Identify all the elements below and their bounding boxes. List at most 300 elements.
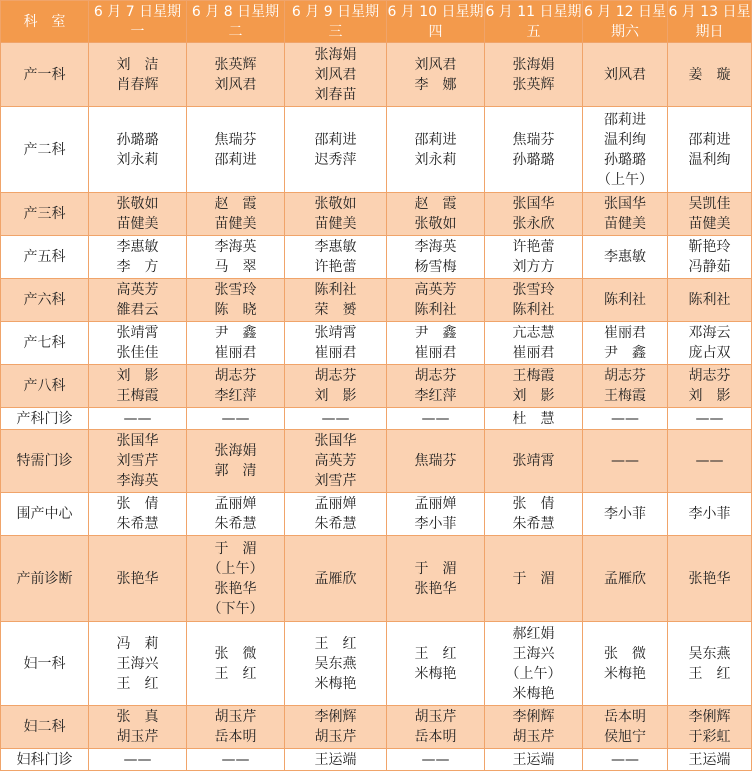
schedule-row	[1, 408, 752, 430]
department-name: 产八科	[1, 365, 89, 408]
duty-cell	[89, 322, 187, 365]
doctor-name: 崔丽君	[604, 325, 646, 341]
duty-cell	[89, 107, 187, 193]
duty-cell	[187, 107, 285, 193]
duty-cell	[89, 706, 187, 749]
doctor-name: 李 娜	[414, 76, 457, 93]
schedule-row	[1, 706, 752, 749]
duty-cell	[668, 493, 752, 536]
doctor-name: 侯旭宁	[604, 729, 646, 745]
doctor-name: 郭 清	[214, 463, 257, 479]
doctor-name: 王 红	[688, 665, 731, 682]
duty-cell	[285, 43, 387, 107]
doctor-name: 胡志芬	[314, 368, 357, 384]
doctor-name: 李小菲	[688, 506, 731, 522]
duty-cell	[485, 408, 583, 430]
duty-cell	[485, 193, 583, 236]
duty-cell	[485, 493, 583, 536]
duty-cell	[485, 365, 583, 408]
doctor-name: 吴东燕	[314, 655, 357, 672]
doctor-name: 崔丽君	[214, 345, 257, 361]
day-date: 6 月 13 日	[668, 3, 737, 20]
doctor-name: 朱希慧	[116, 516, 159, 532]
duty-cell	[668, 107, 752, 193]
doctor-name: 靳艳玲	[688, 239, 731, 255]
doctor-name: （下午）	[207, 600, 264, 617]
doctor-name: （上午）	[597, 171, 653, 188]
duty-cell	[89, 493, 187, 536]
doctor-name: 李小菲	[604, 506, 646, 522]
doctor-name: 王运端	[688, 751, 731, 768]
duty-cell	[285, 430, 387, 493]
department-name: 产五科	[1, 236, 89, 279]
schedule-row	[1, 43, 752, 107]
day-header	[485, 1, 583, 43]
duty-cell	[387, 107, 485, 193]
duty-cell	[668, 536, 752, 622]
duty-cell	[187, 279, 285, 322]
doctor-name: 肖春辉	[116, 76, 159, 93]
doctor-name: 张国华	[314, 433, 357, 449]
duty-cell	[187, 236, 285, 279]
doctor-name: 孟雁欣	[314, 570, 357, 587]
duty-cell	[583, 622, 668, 706]
duty-cell	[583, 430, 668, 493]
doctor-name: 张 真	[116, 709, 159, 725]
doctor-name: 朱希慧	[214, 516, 257, 532]
doctor-name: 岳本明	[214, 729, 257, 745]
doctor-name: 吴东燕	[688, 645, 731, 662]
duty-cell	[485, 236, 583, 279]
doctor-name: 焦瑞芬	[512, 131, 555, 148]
duty-cell	[583, 107, 668, 193]
duty-cell	[387, 279, 485, 322]
doctor-name: 米梅艳	[314, 675, 357, 692]
day-weekday: 星期六	[611, 3, 667, 40]
doctor-name: 孙璐璐	[604, 151, 646, 168]
doctor-name: 李惠敏	[604, 249, 646, 265]
duty-cell	[285, 749, 387, 771]
doctor-name: 尹 鑫	[604, 345, 646, 361]
doctor-name: 刘春苗	[314, 86, 357, 103]
doctor-name: 张艳华	[214, 580, 257, 597]
department-name: 妇科门诊	[1, 749, 89, 771]
day-header	[285, 1, 387, 43]
doctor-name: 张敬如	[314, 196, 357, 212]
doctor-name: 刘 洁	[116, 56, 159, 73]
doctor-name: 张 微	[604, 645, 646, 662]
duty-cell	[485, 279, 583, 322]
doctor-name: 郝红娟	[512, 625, 555, 642]
doctor-name: 刘风君	[314, 66, 357, 83]
doctor-name: 焦瑞芬	[214, 131, 257, 148]
doctor-name: 陈利社	[688, 292, 731, 308]
duty-cell	[387, 493, 485, 536]
doctor-name: 杜 慧	[512, 410, 555, 427]
schedule-row	[1, 107, 752, 193]
duty-cell	[485, 322, 583, 365]
duty-cell	[485, 536, 583, 622]
doctor-name: 王梅霞	[604, 388, 646, 404]
doctor-name: 张靖霄	[314, 325, 357, 341]
doctor-name: 高英芳	[314, 453, 357, 469]
duty-cell	[387, 536, 485, 622]
doctor-name: 刘 影	[314, 388, 357, 404]
doctor-name: 温利绚	[604, 131, 646, 148]
doctor-name: ——	[321, 410, 350, 427]
doctor-name: 李海英	[214, 239, 257, 255]
doctor-name: 刘 影	[512, 388, 555, 404]
doctor-name: 孙璐璐	[116, 131, 159, 148]
duty-cell	[285, 193, 387, 236]
doctor-name: 米梅艳	[512, 685, 555, 702]
doctor-name: 陈利社	[604, 292, 646, 308]
duty-cell	[387, 430, 485, 493]
doctor-name: 刘 影	[688, 388, 731, 404]
duty-cell	[187, 193, 285, 236]
day-header	[387, 1, 485, 43]
doctor-name: 于 湄	[214, 540, 257, 557]
duty-cell	[187, 365, 285, 408]
doctor-name: 张敬如	[414, 216, 457, 232]
doctor-name: 刘永莉	[116, 151, 159, 168]
schedule-row	[1, 749, 752, 771]
duty-cell	[668, 749, 752, 771]
doctor-name: 崔丽君	[314, 345, 357, 361]
department-name: 产二科	[1, 107, 89, 193]
doctor-name: 李海英	[414, 239, 457, 255]
doctor-name: 胡玉芹	[314, 729, 357, 745]
doctor-name: 王运端	[512, 751, 555, 768]
duty-cell	[387, 322, 485, 365]
doctor-name: 邵莉进	[314, 131, 357, 148]
duty-cell	[583, 193, 668, 236]
doctor-name: 邵莉进	[604, 111, 646, 128]
doctor-name: 李海英	[116, 473, 159, 489]
duty-cell	[187, 622, 285, 706]
doctor-name: 王 红	[414, 645, 457, 662]
doctor-name: 张 倩	[116, 496, 159, 512]
duty-cell	[485, 43, 583, 107]
duty-cell	[668, 408, 752, 430]
doctor-name: 孙璐璐	[512, 151, 555, 168]
schedule-row	[1, 236, 752, 279]
duty-cell	[668, 365, 752, 408]
duty-cell	[89, 43, 187, 107]
doctor-name: 张雪玲	[512, 282, 555, 298]
duty-cell	[387, 236, 485, 279]
doctor-name: 李惠敏	[116, 239, 159, 255]
duty-cell	[187, 430, 285, 493]
day-weekday: 星期五	[526, 3, 582, 40]
department-name: 产一科	[1, 43, 89, 107]
doctor-name: 王运端	[314, 751, 357, 768]
doctor-name: 尹 鑫	[414, 325, 457, 341]
doctor-name: 于 湄	[512, 570, 555, 587]
doctor-name: ——	[695, 410, 724, 427]
doctor-name: 王 红	[314, 635, 357, 652]
duty-cell	[387, 749, 485, 771]
doctor-name: 张英辉	[512, 76, 555, 93]
duty-cell	[285, 536, 387, 622]
schedule-row	[1, 493, 752, 536]
doctor-name: ——	[611, 410, 639, 427]
dept-column-header: 科 室	[1, 1, 89, 43]
duty-cell	[285, 493, 387, 536]
doctor-name: 刘雪芹	[314, 473, 357, 489]
doctor-name: 李 方	[116, 259, 159, 275]
doctor-name: 迟秀萍	[314, 151, 357, 168]
doctor-name: 刘风君	[414, 56, 457, 73]
duty-cell	[387, 193, 485, 236]
doctor-name: 刘雪芹	[116, 453, 159, 469]
duty-cell	[668, 279, 752, 322]
duty-cell	[285, 706, 387, 749]
schedule-row	[1, 322, 752, 365]
duty-cell	[485, 749, 583, 771]
doctor-name: 张艳华	[414, 580, 457, 597]
duty-cell	[485, 622, 583, 706]
doctor-name: 王 红	[214, 665, 257, 682]
doctor-name: 张艳华	[116, 570, 159, 587]
duty-cell	[89, 193, 187, 236]
duty-cell	[387, 43, 485, 107]
doctor-name: 岳本明	[604, 709, 646, 725]
day-weekday: 星期三	[328, 3, 380, 40]
duty-cell	[89, 430, 187, 493]
doctor-name: 胡志芬	[604, 368, 646, 384]
doctor-name: 许艳蕾	[512, 239, 555, 255]
doctor-name: 李红萍	[414, 388, 457, 404]
schedule-row	[1, 536, 752, 622]
doctor-name: 孟丽婵	[314, 496, 357, 512]
doctor-name: ——	[221, 410, 250, 427]
duty-cell	[583, 365, 668, 408]
doctor-name: 王梅霞	[512, 368, 555, 384]
duty-cell	[387, 706, 485, 749]
duty-cell	[285, 408, 387, 430]
doctor-name: 王梅霞	[116, 388, 159, 404]
doctor-name: 张国华	[116, 433, 159, 449]
duty-cell	[668, 43, 752, 107]
doctor-name: ——	[123, 751, 152, 768]
day-header	[583, 1, 668, 43]
doctor-name: 张敬如	[116, 196, 159, 212]
duty-cell	[387, 622, 485, 706]
duty-cell	[583, 43, 668, 107]
schedule-body	[1, 43, 752, 771]
doctor-name: 冯 莉	[116, 635, 159, 652]
doctor-name: 米梅艳	[604, 665, 646, 682]
doctor-name: 崔丽君	[414, 345, 457, 361]
doctor-name: 李小菲	[414, 516, 457, 532]
duty-cell	[668, 322, 752, 365]
doctor-name: 赵 霞	[214, 196, 257, 212]
doctor-name: 张英辉	[214, 56, 257, 73]
header-row	[1, 1, 752, 43]
duty-cell	[187, 408, 285, 430]
duty-cell	[668, 706, 752, 749]
duty-cell	[583, 493, 668, 536]
day-header	[187, 1, 285, 43]
doctor-name: 马 翠	[214, 259, 257, 275]
doctor-name: 孟丽婵	[214, 496, 257, 512]
doctor-name: 尹 鑫	[214, 325, 257, 341]
day-date: 6 月 9 日	[291, 3, 352, 20]
duty-cell	[387, 408, 485, 430]
doctor-name: 胡玉芹	[512, 729, 555, 745]
duty-cell	[187, 493, 285, 536]
doctor-name: 苗健美	[214, 216, 257, 232]
doctor-name: 邓海云	[688, 325, 731, 341]
doctor-name: 于彩虹	[688, 729, 731, 745]
doctor-name: 张佳佳	[116, 345, 159, 361]
duty-cell	[285, 236, 387, 279]
doctor-name: 温利绚	[688, 151, 731, 168]
doctor-name: 冯静茹	[688, 259, 731, 275]
doctor-name: 张靖霄	[116, 325, 159, 341]
doctor-name: 苗健美	[116, 216, 159, 232]
doctor-name: ——	[611, 751, 639, 768]
doctor-name: 陈利社	[414, 302, 457, 318]
doctor-name: 李俐辉	[512, 709, 555, 725]
duty-cell	[89, 365, 187, 408]
duty-cell	[285, 622, 387, 706]
duty-cell	[668, 193, 752, 236]
doctor-name: 孟雁欣	[604, 570, 646, 587]
schedule-row	[1, 279, 752, 322]
doctor-name: 孟丽婵	[414, 496, 457, 512]
doctor-name: 张海娟	[314, 46, 357, 63]
duty-cell	[485, 107, 583, 193]
day-header	[89, 1, 187, 43]
duty-cell	[668, 622, 752, 706]
duty-cell	[583, 279, 668, 322]
doctor-name: 朱希慧	[314, 516, 357, 532]
duty-cell	[583, 408, 668, 430]
duty-cell	[583, 322, 668, 365]
duty-cell	[485, 430, 583, 493]
doctor-name: 高英芳	[414, 282, 457, 298]
duty-cell	[89, 536, 187, 622]
duty-cell	[285, 279, 387, 322]
doctor-name: 张艳华	[688, 570, 731, 587]
doctor-name: 胡志芬	[214, 368, 257, 384]
duty-cell	[89, 279, 187, 322]
duty-cell	[187, 749, 285, 771]
duty-cell	[89, 749, 187, 771]
duty-cell	[583, 749, 668, 771]
duty-cell	[285, 107, 387, 193]
department-name: 围产中心	[1, 493, 89, 536]
doctor-name: 王海兴	[512, 645, 555, 662]
doctor-name: 陈利社	[512, 302, 555, 318]
day-date: 6 月 12 日	[583, 3, 653, 20]
doctor-name: 胡玉芹	[116, 729, 159, 745]
doctor-name: 杨雪梅	[414, 259, 457, 275]
doctor-name: 庞占双	[688, 345, 731, 361]
doctor-name: 陈利社	[314, 282, 357, 298]
doctor-name: ——	[695, 453, 724, 469]
doctor-name: 邵莉进	[414, 131, 457, 148]
doctor-name: 吴凯佳	[688, 196, 731, 212]
doctor-name: （上午）	[207, 560, 264, 577]
department-name: 产前诊断	[1, 536, 89, 622]
duty-cell	[387, 365, 485, 408]
doctor-name: 刘方方	[512, 259, 555, 275]
department-name: 产科门诊	[1, 408, 89, 430]
doctor-name: 张国华	[512, 196, 555, 212]
duty-cell	[187, 706, 285, 749]
doctor-name: 陈 晓	[214, 302, 257, 318]
doctor-name: 荣 赟	[314, 302, 357, 318]
doctor-name: 刘永莉	[414, 151, 457, 168]
day-date: 6 月 11 日	[485, 3, 554, 20]
duty-cell	[89, 236, 187, 279]
duty-cell	[187, 43, 285, 107]
doctor-name: 岳本明	[414, 729, 457, 745]
duty-cell	[668, 236, 752, 279]
day-weekday: 星期四	[428, 3, 484, 40]
doctor-name: 李惠敏	[314, 239, 357, 255]
doctor-name: 刘 影	[116, 368, 159, 384]
department-name: 产六科	[1, 279, 89, 322]
schedule-row	[1, 430, 752, 493]
department-name: 妇二科	[1, 706, 89, 749]
doctor-name: 米梅艳	[414, 665, 457, 682]
doctor-name: 李俐辉	[314, 709, 357, 725]
doctor-name: 苗健美	[604, 216, 646, 232]
doctor-name: 刘风君	[214, 76, 257, 93]
doctor-name: 邵莉进	[214, 151, 257, 168]
day-weekday: 星期一	[130, 3, 182, 40]
doctor-name: 亢志慧	[512, 325, 555, 341]
doctor-name: 张 微	[214, 645, 257, 662]
doctor-name: ——	[221, 751, 250, 768]
doctor-name: 苗健美	[314, 216, 357, 232]
day-header	[668, 1, 752, 43]
doctor-name: 王 红	[116, 675, 159, 692]
doctor-name: 邵莉进	[688, 131, 731, 148]
duty-cell	[583, 706, 668, 749]
duty-cell	[89, 408, 187, 430]
duty-cell	[89, 622, 187, 706]
doctor-name: 崔丽君	[512, 345, 555, 361]
day-weekday: 星期日	[695, 3, 751, 40]
duty-cell	[285, 322, 387, 365]
doctor-name: 张海娟	[214, 443, 257, 459]
schedule-row	[1, 622, 752, 706]
doctor-name: （上午）	[505, 665, 562, 682]
doctor-name: 雒君云	[116, 302, 159, 318]
doctor-name: ——	[421, 410, 450, 427]
doctor-name: 胡志芬	[414, 368, 457, 384]
doctor-name: 高英芳	[116, 282, 159, 298]
doctor-name: 王海兴	[116, 655, 159, 672]
doctor-name: 苗健美	[688, 216, 731, 232]
doctor-name: 姜 璇	[688, 66, 731, 83]
doctor-name: 朱希慧	[512, 516, 555, 532]
doctor-name: ——	[421, 751, 450, 768]
day-date: 6 月 7 日	[93, 3, 154, 20]
doctor-name: 许艳蕾	[314, 259, 357, 275]
doctor-name: 焦瑞芬	[414, 453, 457, 469]
duty-cell	[187, 536, 285, 622]
duty-cell	[485, 706, 583, 749]
department-name: 产七科	[1, 322, 89, 365]
doctor-name: 胡志芬	[688, 368, 731, 384]
duty-cell	[668, 430, 752, 493]
